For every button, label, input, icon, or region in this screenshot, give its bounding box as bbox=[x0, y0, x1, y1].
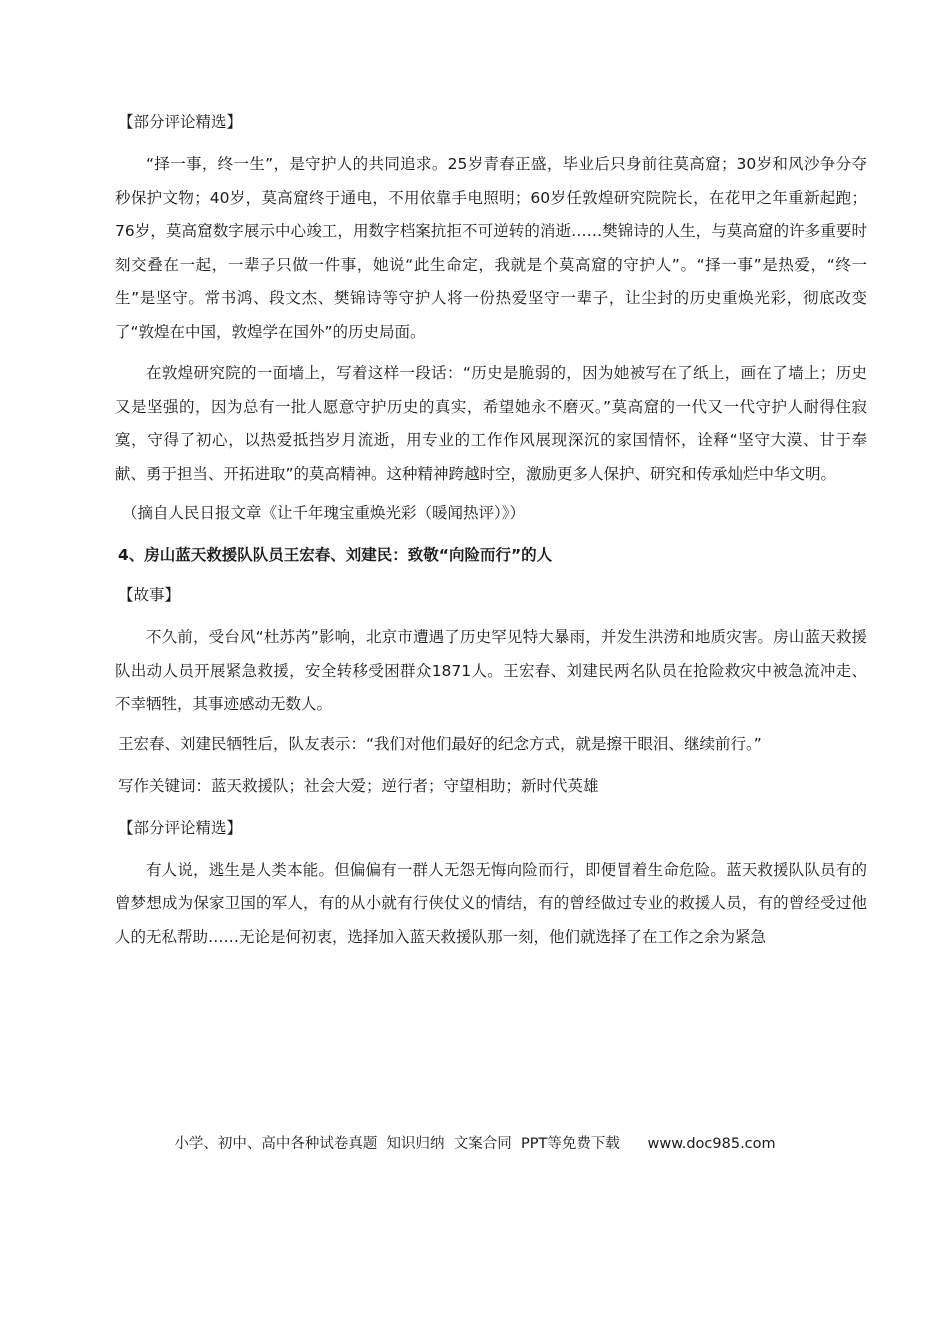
comment-paragraph: 有人说，逃生是人类本能。但偏偏有一群人无怨无悔向险而行，即便冒着生命危险。蓝天救援队队员有的曾梦想成为保家卫国的军人，有的从小就有行侠仗义的情结，有的曾经做过专业的救援人员，有的曾经受过他人的无私帮助……无论是何初衷，选择加入蓝天救援队那一刻，他们就选择了在工作之余为紧急 bbox=[115, 860, 867, 946]
keywords-line: 写作关键词：蓝天救援队；社会大爱；逆行者；守望相助；新时代英雄 bbox=[118, 776, 599, 795]
comments-label: 【部分评论精选】 bbox=[118, 113, 243, 131]
quote-line: 王宏春、刘建民牺牲后，队友表示：“我们对他们最好的纪念方式，就是擦干眼泪、继续前行。” bbox=[118, 734, 762, 753]
story-label: 【故事】 bbox=[118, 586, 181, 604]
comment-paragraph: “择一事，终一生”，是守护人的共同追求。25岁青春正盛，毕业后只身前往莫高窟；30岁和风沙争分夺秒保护文物；40岁，莫高窟终于通电，不用依靠手电照明；60岁任敦煌研究院院长，在花甲之年重新起跑；76岁，莫高窟数字展示中心竣工，用数字档案抗拒不可逆转的消逝……樊锦诗的人生，与莫高窟的许多重要时刻交叠在一起，一辈子只做一件事，她说“此生命定，我就是个莫高窟的守护人”。“择一事”是热爱，“终一生”是坚守。常书鸿、段文杰、樊锦诗等守护人将一份热爱坚守一辈子，让尘封的历史重焕光彩，彻底改变了“敦煌在中国，敦煌学在国外”的历史局面。 bbox=[115, 155, 867, 341]
comment-paragraph: 在敦煌研究院的一面墙上，写着这样一段话：“历史是脆弱的，因为她被写在了纸上，画在了墙上；历史又是坚强的，因为总有一批人愿意守护历史的真实，希望她永不磨灭。”莫高窟的一代又一代守护人耐得住寂寞，守得了初心，以热爱抵挡岁月流逝，用专业的工作作风展现深沉的家国情怀，诠释“坚守大漠、甘于奉献、勇于担当、开拓进取”的莫高精神。这种精神跨越时空，激励更多人保护、研究和传承灿烂中华文明。 bbox=[115, 364, 867, 483]
source-citation: （摘自人民日报文章《让千年瑰宝重焕光彩（暖闻热评）》） bbox=[122, 504, 526, 522]
section-heading: 4、房山蓝天救援队队员王宏春、刘建民：致敬“向险而行”的人 bbox=[118, 546, 553, 564]
story-paragraph: 不久前，受台风“杜苏芮”影响，北京市遭遇了历史罕见特大暴雨，并发生洪涝和地质灾害。房山蓝天救援队出动人员开展紧急救援，安全转移受困群众1871人。王宏春、刘建民两名队员在抢险救灾中被急流冲走、不幸牺牲，其事迹感动无数人。 bbox=[115, 628, 867, 713]
page-content bbox=[115, 108, 867, 962]
page-footer: 小学、初中、高中各种试卷真题 知识归纳 文案合同 PPT等免费下载 www.doc985.com bbox=[174, 1136, 776, 1152]
comments-label: 【部分评论精选】 bbox=[118, 818, 243, 837]
